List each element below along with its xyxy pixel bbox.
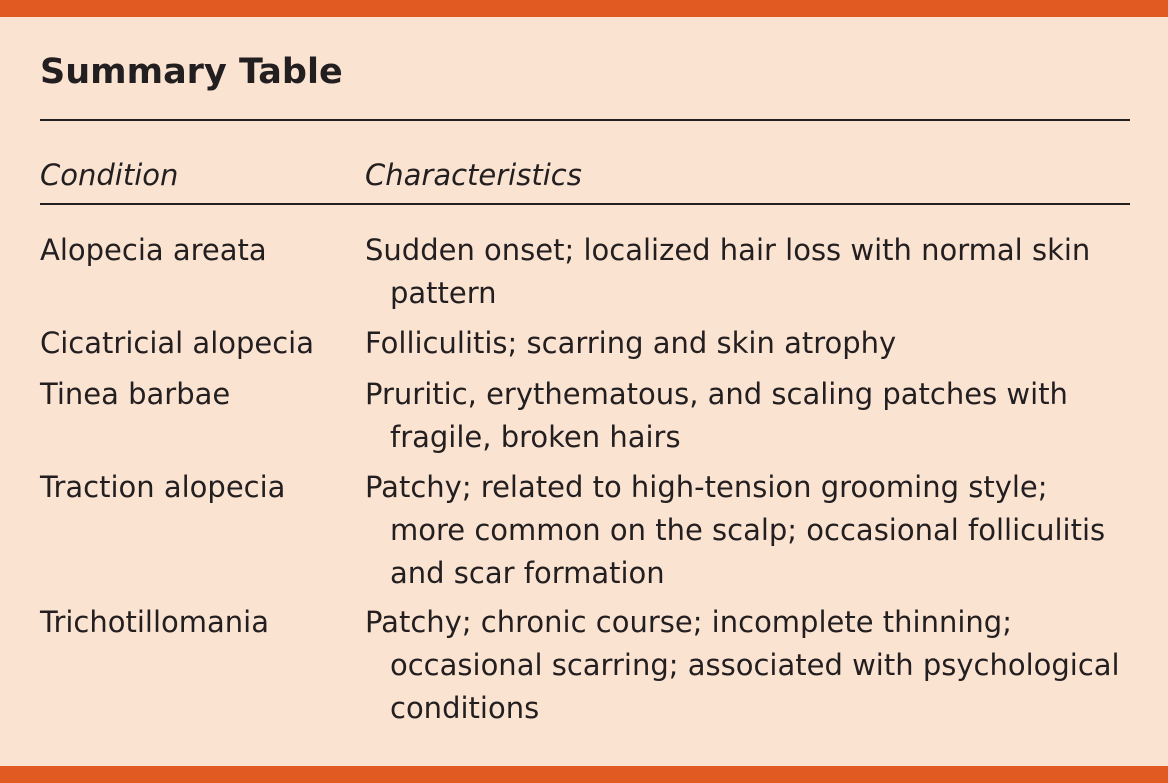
condition-cell: Tinea barbae (40, 377, 231, 411)
characteristics-cell: Sudden onset; localized hair loss with normal skin pattern (365, 233, 1091, 310)
bottom-accent-bar (0, 766, 1168, 783)
condition-cell: Alopecia areata (40, 233, 267, 267)
header-divider (40, 203, 1130, 205)
characteristics-cell: Pruritic, erythematous, and scaling patches with fragile, broken hairs (365, 377, 1068, 454)
condition-cell: Traction alopecia (40, 470, 286, 504)
column-header-characteristics: Characteristics (365, 158, 582, 192)
table-title: Summary Table (40, 52, 343, 92)
top-accent-bar (0, 0, 1168, 17)
title-divider (40, 119, 1130, 121)
table-header-row (0, 156, 1168, 194)
condition-cell: Trichotillomania (40, 605, 270, 639)
characteristics-cell: Patchy; chronic course; incomplete thinning; occasional scarring; associated with psychological conditions (365, 605, 1120, 725)
characteristics-cell: Patchy; related to high-tension grooming style; more common on the scalp; occasional folliculitis and scar formation (365, 470, 1106, 590)
column-header-condition: Condition (40, 158, 179, 192)
condition-cell: Cicatricial alopecia (40, 326, 315, 360)
characteristics-cell: Folliculitis; scarring and skin atrophy (365, 326, 897, 360)
